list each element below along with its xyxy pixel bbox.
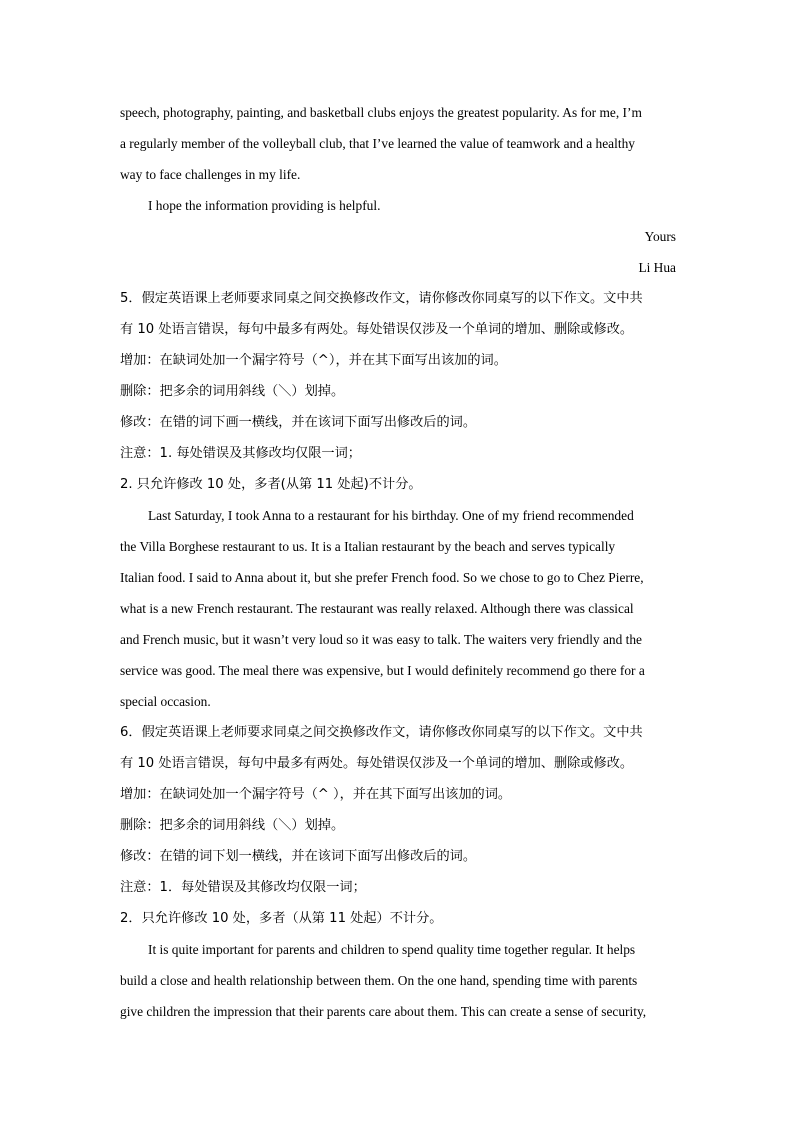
q6-instruction: 修改：在错的词下划一横线，并在该词下面写出修改后的词。 (120, 849, 477, 864)
signoff: Yours (644, 229, 676, 244)
q6-passage-line: build a close and health relationship between them. On the one hand, spending time with parents (120, 973, 638, 988)
signature: Li Hua (638, 260, 676, 275)
text-line: speech, photography, painting, and basketball clubs enjoys the greatest popularity. As for me, I’m (120, 105, 642, 120)
q6-instruction: 删除：把多余的词用斜线（＼）划掉。 (120, 818, 345, 833)
q5-instruction: 修改：在错的词下画一横线，并在该词下面写出修改后的词。 (120, 415, 477, 430)
closing-line: I hope the information providing is helpful. (148, 198, 381, 213)
q6-instruction: 2．只允许修改 10 处，多者（从第 11 处起）不计分。 (120, 911, 443, 926)
q6-instruction: 有 10 处语言错误，每句中最多有两处。每处错误仅涉及一个单词的增加、删除或修改。 (120, 756, 634, 771)
q6-instruction: 6．假定英语课上老师要求同桌之间交换修改作文，请你修改你同桌写的以下作文。文中共 (120, 725, 643, 740)
q5-instruction: 删除：把多余的词用斜线（＼）划掉。 (120, 384, 345, 399)
q5-passage-line: service was good. The meal there was expensive, but I would definitely recommend go there for a (120, 663, 645, 678)
document-body (120, 102, 676, 1032)
q5-instruction: 注意：1. 每处错误及其修改均仅限一词； (120, 446, 361, 461)
q6-instruction: 增加：在缺词处加一个漏字符号（^ ），并在其下面写出该加的词。 (120, 787, 512, 802)
q5-instruction: 增加：在缺词处加一个漏字符号（^），并在其下面写出该加的词。 (120, 353, 507, 368)
q5-instruction: 5．假定英语课上老师要求同桌之间交换修改作文，请你修改你同桌写的以下作文。文中共 (120, 291, 643, 306)
q6-passage-line: It is quite important for parents and children to spend quality time together regular. It helps (148, 942, 636, 957)
q5-passage-line: what is a new French restaurant. The restaurant was really relaxed. Although there was classical (120, 601, 634, 616)
q5-passage-line: and French music, but it wasn’t very loud so it was easy to talk. The waiters very friendly and the (120, 632, 642, 647)
q5-instruction: 有 10 处语言错误，每句中最多有两处。每处错误仅涉及一个单词的增加、删除或修改。 (120, 322, 634, 337)
text-line: way to face challenges in my life. (120, 167, 301, 182)
q5-passage-line: Italian food. I said to Anna about it, but she prefer French food. So we chose to go to Chez Pierre, (120, 570, 644, 585)
q5-instruction: 2. 只允许修改 10 处，多者(从第 11 处起)不计分。 (120, 477, 422, 492)
q5-passage-line: Last Saturday, I took Anna to a restaurant for his birthday. One of my friend recommended (148, 508, 634, 523)
text-line: a regularly member of the volleyball club, that I’ve learned the value of teamwork and a healthy (120, 136, 635, 151)
q6-passage-line: give children the impression that their parents care about them. This can create a sense of security, (120, 1004, 647, 1019)
q6-instruction: 注意：1．每处错误及其修改均仅限一词； (120, 880, 366, 895)
q5-passage-line: special occasion. (120, 694, 211, 709)
q5-passage-line: the Villa Borghese restaurant to us. It is a Italian restaurant by the beach and serves typically (120, 539, 616, 554)
